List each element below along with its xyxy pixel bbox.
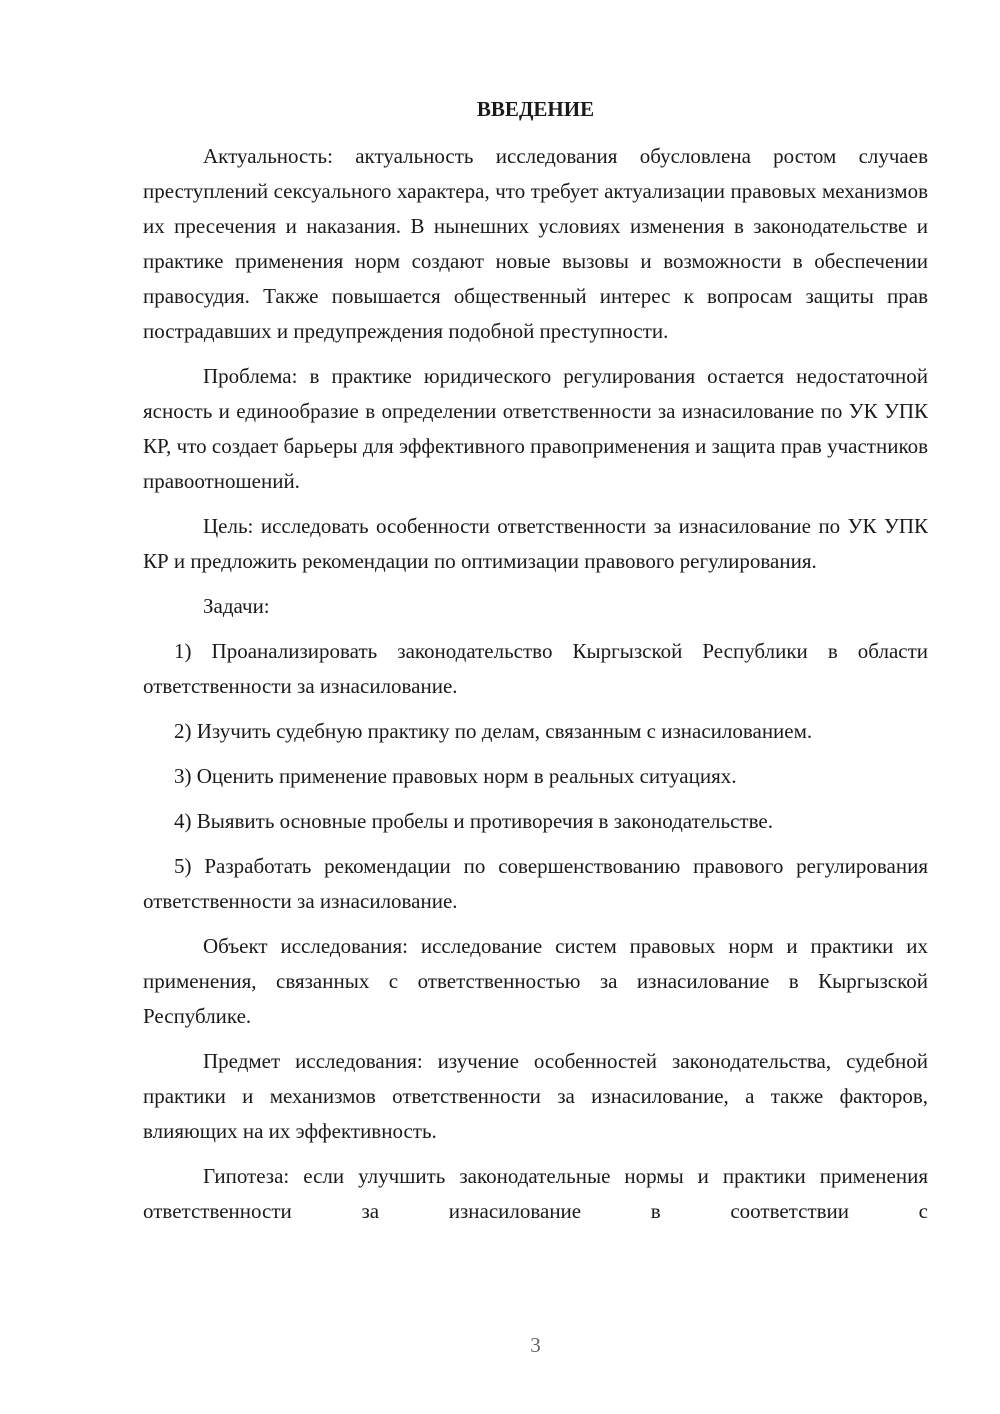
paragraph-subject: Предмет исследования: изучение особенностей законодательства, судебной практики и механизмов ответственности за изнасилование, а также факторов, влияющих на их эффективность. <box>143 1049 928 1143</box>
paragraph-problem: Проблема: в практике юридического регулирования остается недостаточной ясность и единообразие в определении ответственности за изнасилование по УК УПК КР, что создает барьеры для эффективного правоприменения и защита прав участников правоотношений. <box>143 364 928 493</box>
paragraph-relevance: Актуальность: актуальность исследования обусловлена ростом случаев преступлений сексуального характера, что требует актуализации правовых механизмов их пресечения и наказания. В нынешних условиях изменения в законодательстве и практике применения норм создают новые вызовы и возможности в обеспечении правосудия. Также повышается общественный интерес к вопросам защиты прав пострадавших и предупреждения подобной преступности. <box>143 144 928 343</box>
paragraph-tasks-heading: Задачи: <box>203 594 270 618</box>
page-number: 3 <box>530 1333 541 1357</box>
paragraph-object: Объект исследования: исследование систем правовых норм и практики их применения, связанных с ответственностью за изнасилование в Кыргызской Республике. <box>143 934 928 1028</box>
task-item: 3) Оценить применение правовых норм в реальных ситуациях. <box>174 764 737 788</box>
task-item: 1) Проанализировать законодательство Кыргызской Республики в области ответственности за изнасилование. <box>143 639 928 698</box>
page-title: ВВЕДЕНИЕ <box>476 97 595 121</box>
task-item: 2) Изучить судебную практику по делам, связанным с изнасилованием. <box>174 719 813 743</box>
paragraph-goal: Цель: исследовать особенности ответственности за изнасилование по УК УПК КР и предложить рекомендации по оптимизации правового регулирования. <box>143 514 928 573</box>
task-item: 4) Выявить основные пробелы и противоречия в законодательстве. <box>174 809 773 833</box>
paragraph-hypothesis: Гипотеза: если улучшить законодательные нормы и практики применения ответственности за изнасилование в соответствии с <box>143 1164 928 1223</box>
task-item: 5) Разработать рекомендации по совершенствованию правового регулирования ответственности за изнасилование. <box>143 854 928 913</box>
document-page <box>143 92 928 1229</box>
